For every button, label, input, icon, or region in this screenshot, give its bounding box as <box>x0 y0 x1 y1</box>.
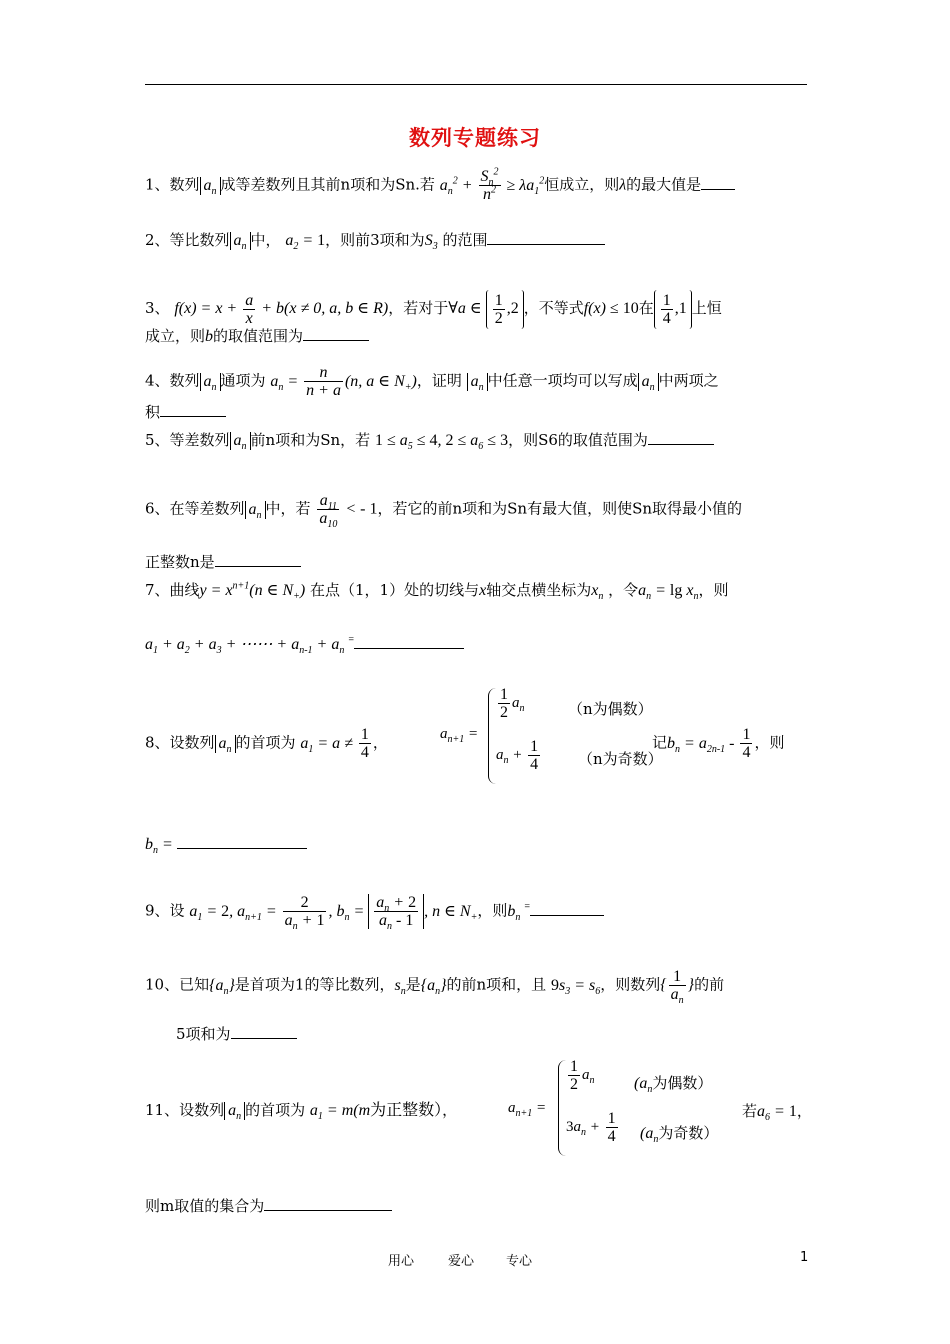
page-number: 1 <box>800 1250 809 1265</box>
question-5: 5、等差数列 $a_n$ 前n项和为Sn，若 $1 \le a_5 \le 4$, $2 \le a_6 \le 3$，则S6的取值范围为 <box>145 430 714 451</box>
q11-case-even-label: ($a_n$为偶数） <box>634 1074 713 1096</box>
question-11: 11、设数列 $a_n$ 的首项为 $a_1 = m(m$为正整数）， <box>145 1101 458 1123</box>
question-9: 9、设 $a_1 = 2$, $a_{n+1}$ = $\frac{2}{a_n + 1}$ , $b_n$ = $\frac{a_n + 2}{a_n - 1}$ , n ∈ $N_+$，则$b_n$ = <box>145 894 604 929</box>
question-6: 6、在等差数列 $a_n$ 中，若 $\frac{a_{11}}{a_{10}}$ < - 1，若它的前n项和为Sn有最大值，则使Sn取得最小值的 <box>145 492 743 531</box>
footer-mid: 爱心 <box>448 1254 475 1269</box>
q11-condition: 若$a_6 = 1$， <box>742 1102 812 1124</box>
question-1: 1、数列 $a_n$ 成等差数列且其前n项和为Sn.若 $a_n^2$ + $\frac{S_n^2}{n^2}$ ≥ $\lambda a_1^2$恒成立，则λ的最大值是 <box>145 168 735 203</box>
q8-def: 记$b_n = a_{2n-1}$ - $\frac{1}{4}$ ，则 <box>652 726 785 761</box>
q8-case-even: $\frac{1}{2}$ $a_n$ <box>500 686 525 721</box>
question-2: 2、等比数列 $a_n$ 中， $a_2 = 1$，则前3项和为$S_3$ 的范围 <box>145 230 605 251</box>
question-7-cont: $a_1 + a_2 + a_3$ + ⋯⋯ + $a_{n-1} + a_n$ = <box>145 634 464 655</box>
q11-case-odd-label: ($a_n$为奇数） <box>640 1124 719 1146</box>
page-title: 数列专题练习 <box>409 126 541 150</box>
question-3: 3、 f(x) = x + $\frac{a}{x}$ + b(x ≠ 0, a, b ∈ R)，若对于∀a ∈ $\frac{1}{2}$ ,2 ，不等式f(x) ≤ 10在 $\frac{1}{4}$ ,1 上恒 <box>145 291 722 327</box>
footer-left: 用心 <box>388 1254 415 1269</box>
question-11-cont: 则m取值的集合为 <box>145 1196 392 1216</box>
question-4-cont: 积 <box>145 402 226 422</box>
question-8-answer: $b_n$ = <box>145 834 307 855</box>
question-7: 7、曲线$y = x^{n+1}(n$ ∈ $N_+$) 在点（1，1）处的切线与x轴交点横坐标为$x_n$ ，令$a_n = \lg x_n$，则 <box>145 580 729 603</box>
q8-case-even-label: （n为偶数） <box>568 700 653 718</box>
footer-right: 专心 <box>506 1254 533 1269</box>
question-6-cont: 正整数n是 <box>145 552 301 572</box>
question-10: 10、已知$\{a_n\}$是首项为1的等比数列，$s_n$是$\{a_n\}$的前n项和，且 $9s_3 = s_6$，则数列{ $\frac{1}{a_n}$ }的前 <box>145 968 725 1007</box>
q11-case-odd: $3a_n$ + $\frac{1}{4}$ <box>566 1110 616 1145</box>
question-8: 8、设数列 $a_n$ 的首项为 $a_1 = a$ ≠ $\frac{1}{4}$ ， <box>145 726 388 761</box>
q8-case-odd: $a_n$ + $\frac{1}{4}$ <box>496 738 539 773</box>
q8-recurrence-lhs: $a_{n+1}$ = <box>440 726 479 745</box>
header-rule <box>145 84 807 85</box>
q8-case-odd-label: （n为奇数） <box>578 750 663 768</box>
q11-recurrence-lhs: $a_{n+1}$ = <box>508 1100 547 1119</box>
question-10-cont: 5项和为 <box>176 1024 297 1044</box>
question-4: 4、数列 $a_n$ 通项为 $a_n$ = $\frac{n}{n + a}$ (n, a ∈ $N_+$)，证明 $a_n$ 中任意一项均可以写成 $a_n$ 中两项之 <box>145 364 719 399</box>
question-3-cont: 成立，则b的取值范围为 <box>145 326 369 347</box>
q11-case-even: $\frac{1}{2}$ $a_n$ <box>570 1058 595 1093</box>
